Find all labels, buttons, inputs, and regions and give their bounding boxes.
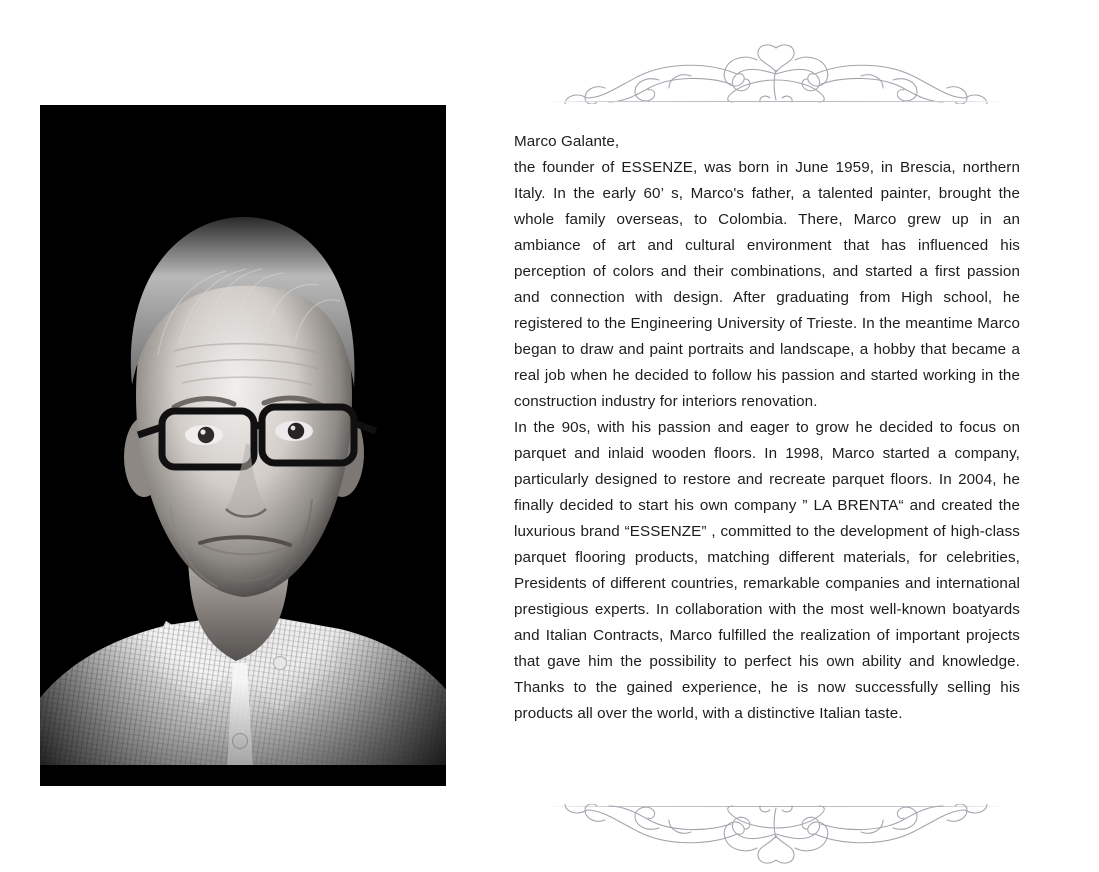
bio-paragraph-2: In the 90s, with his passion and eager to grow he decided to focus on parquet and inlaid wooden floors. In 1998, Marco started a company, particularly designed to restore and recreate parquet floors. In 2004, he finally decided to start his own company ” LA BRENTA“ and created the luxurious brand “ESSENZE” , committed to the development of high-class parquet flooring products, matching different materials, for celebrities, Presidents of different countries, remarkable companies and international prestigious experts. In collaboration with the most well-known boatyards and Italian Contracts, Marco fulfilled the realization of important projects that gave him the possibility to perfect his own ability and knowledge. Thanks to the gained experience, he is now successfully selling his products all over the world, with a distinctive Italian taste. bbox=[514, 419, 1020, 722]
bottom-flourish-icon bbox=[541, 804, 1011, 868]
top-flourish-ornament bbox=[541, 40, 1011, 104]
portrait-illustration bbox=[40, 105, 446, 786]
biography-text-column bbox=[514, 129, 1020, 727]
bottom-flourish-ornament bbox=[541, 804, 1011, 868]
top-divider-rule bbox=[548, 101, 1004, 102]
top-flourish-icon bbox=[541, 40, 1011, 104]
bio-paragraph-1: the founder of ESSENZE, was born in June 1959, in Brescia, northern Italy. In the early 60’ s, Marco's father, a talented painter, brought the whole family overseas, to Colombia. There, Marco grew up in an ambiance of art and cultural environment that has influenced his perception of colors and their combinations, and started a first passion and connection with design. After graduating from High school, he registered to the Engineering University of Trieste. In the meantime Marco began to draw and paint portraits and landscape, a hobby that became a real job when he decided to follow his passion and started working in the construction industry for interiors renovation. bbox=[514, 159, 1020, 410]
portrait-photo bbox=[40, 105, 446, 786]
bio-name-line: Marco Galante, bbox=[514, 133, 620, 150]
